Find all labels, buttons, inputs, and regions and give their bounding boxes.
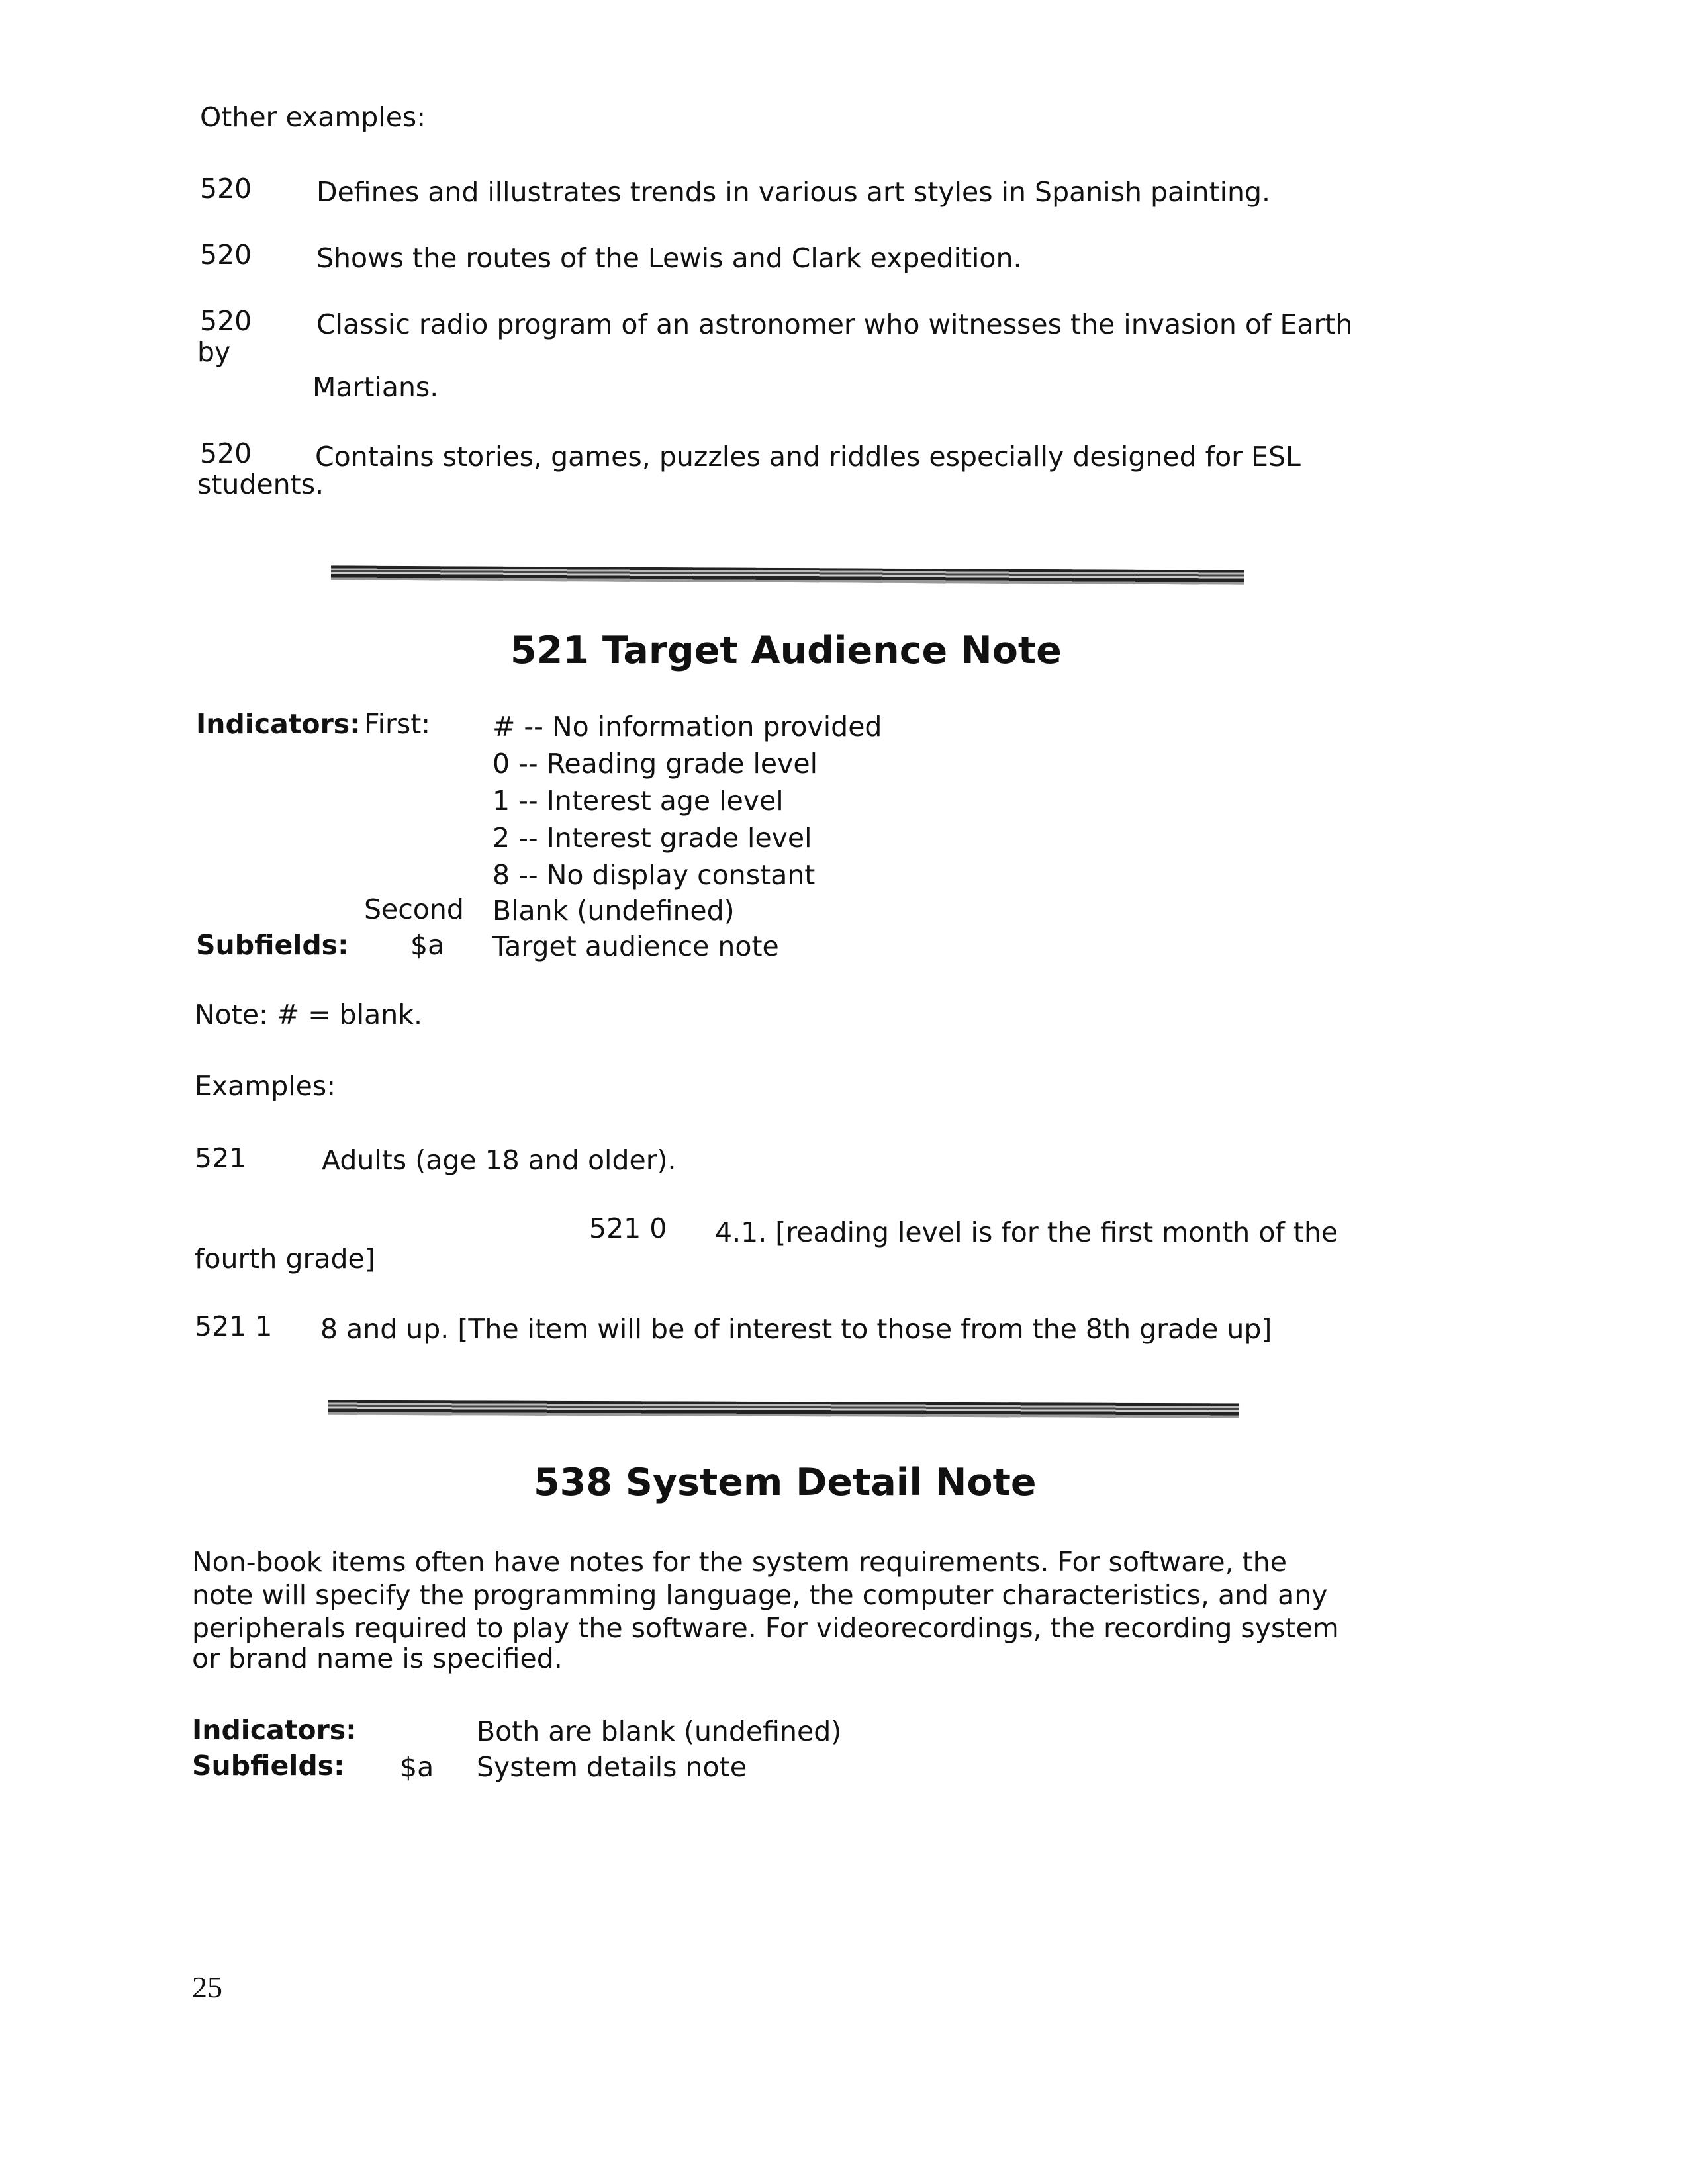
paragraph-line: peripherals required to play the software. For videorecordings, the recording system	[192, 1612, 1339, 1644]
example-wrap: fourth grade]	[195, 1243, 375, 1275]
example-tag: 520	[200, 239, 252, 271]
section-521-title: 521 Target Audience Note	[510, 629, 1062, 672]
first-value: # -- No information provided	[492, 711, 882, 743]
example-text: 8 and up. [The item will be of interest to those from the 8th grade up]	[320, 1313, 1272, 1345]
example-tag: 521	[195, 1142, 247, 1174]
example-wrap: by	[197, 336, 231, 368]
first-label: First:	[364, 708, 431, 740]
example-text: Classic radio program of an astronomer who witnesses the invasion of Earth	[316, 308, 1353, 340]
examples-label: Examples:	[195, 1070, 336, 1102]
example-tag: 520	[200, 305, 252, 337]
first-value: 1 -- Interest age level	[492, 785, 784, 817]
paragraph-line: Non-book items often have notes for the system requirements. For software, the	[192, 1546, 1287, 1578]
example-wrap: students.	[197, 469, 324, 500]
subfields-label: Subfields:	[196, 929, 349, 961]
subfield-value: Target audience note	[492, 931, 779, 962]
example-text: Shows the routes of the Lewis and Clark expedition.	[316, 242, 1022, 274]
section-divider	[331, 565, 1244, 584]
note-text: Note: # = blank.	[195, 999, 422, 1030]
second-label: Second	[364, 893, 464, 925]
paragraph-line: or brand name is specified.	[192, 1643, 563, 1674]
section-538-title: 538 System Detail Note	[534, 1461, 1037, 1504]
paragraph-line: note will specify the programming language, the computer characteristics, and any	[192, 1579, 1328, 1611]
subfield-code: $a	[410, 929, 445, 961]
example-text: Defines and illustrates trends in various art styles in Spanish painting.	[316, 176, 1271, 208]
second-value: Blank (undefined)	[492, 895, 735, 927]
example-tag: 521 0	[589, 1212, 667, 1244]
page-number: 25	[192, 1970, 222, 2004]
example-wrap: Martians.	[312, 371, 439, 403]
intro-text: Other examples:	[200, 101, 426, 133]
subfield-value: System details note	[477, 1751, 747, 1783]
subfield-code: $a	[400, 1751, 434, 1783]
first-value: 0 -- Reading grade level	[492, 748, 818, 780]
example-tag: 520	[200, 173, 252, 205]
example-text: Contains stories, games, puzzles and riddles especially designed for ESL	[315, 441, 1301, 473]
example-tag: 520	[200, 437, 252, 469]
first-value: 8 -- No display constant	[492, 859, 816, 891]
indicators-value: Both are blank (undefined)	[477, 1715, 842, 1747]
example-text: Adults (age 18 and older).	[322, 1144, 677, 1176]
section-divider	[328, 1400, 1239, 1418]
indicators-label: Indicators:	[196, 708, 361, 740]
example-text: 4.1. [reading level is for the first month of the	[715, 1216, 1338, 1248]
subfields-label: Subfields:	[192, 1750, 345, 1782]
indicators-label: Indicators:	[192, 1714, 357, 1746]
first-value: 2 -- Interest grade level	[492, 822, 812, 854]
example-tag: 521 1	[195, 1310, 273, 1342]
